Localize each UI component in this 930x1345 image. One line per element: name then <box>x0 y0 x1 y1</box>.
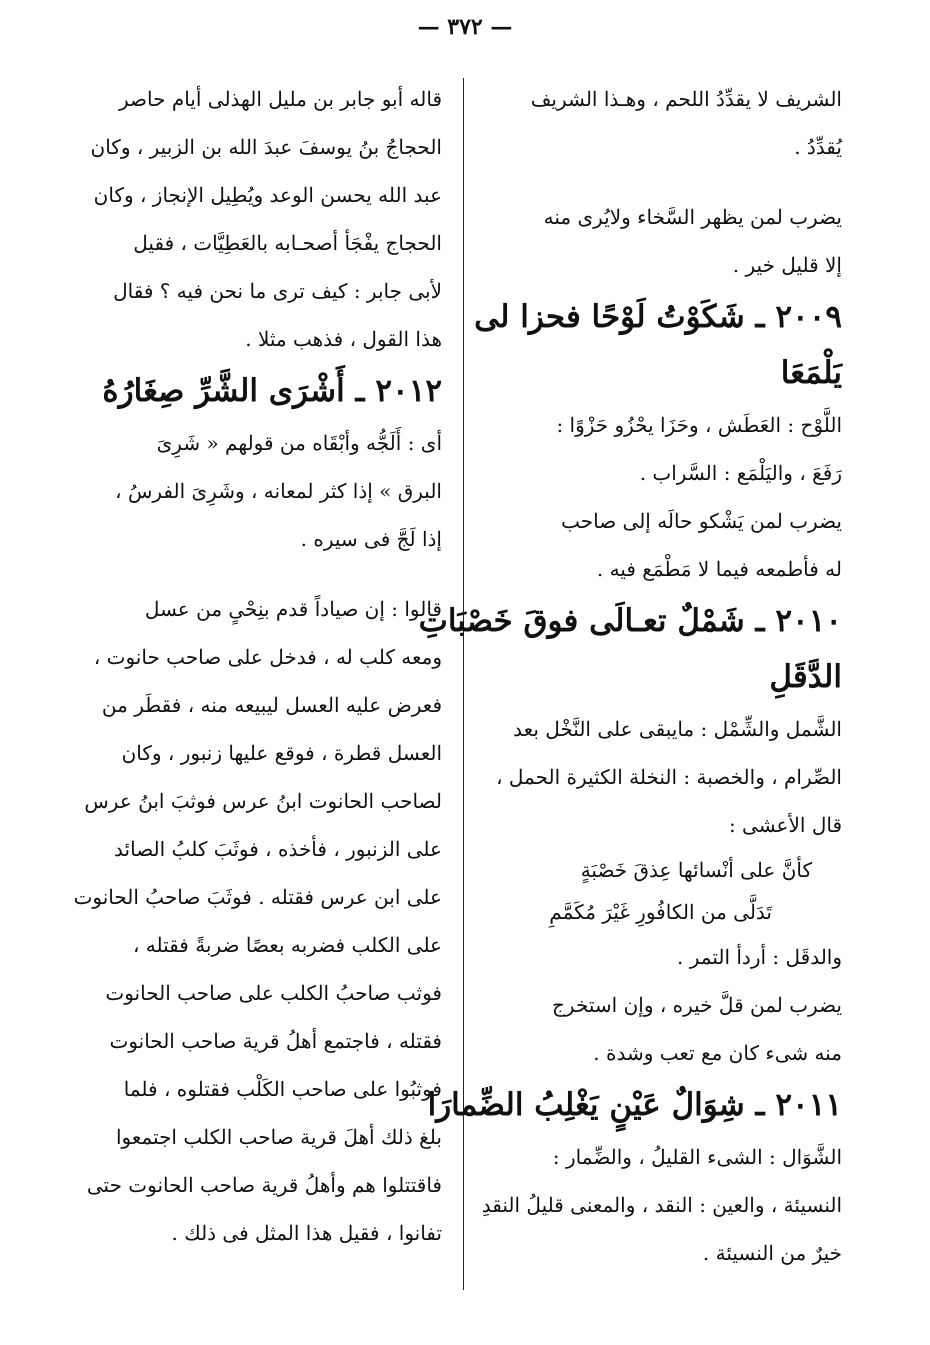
text-line: يضرب لمن يظهر السَّخاء ولايُرى منه <box>543 205 842 229</box>
text-line: فاقتتلوا هم وأهلُ قرية صاحب الحانوت حتى <box>86 1173 442 1197</box>
text-line: والدقَل : أردأ التمر . <box>677 945 842 969</box>
text-line: هذا القول ، فذهب مثلا . <box>245 327 442 351</box>
text-line: قاله أبو جابر بن مليل الهذلى أيام حاصر <box>119 87 442 111</box>
text-line: منه شىء كان مع تعب وشدة . <box>593 1041 842 1065</box>
text-line: له فأطمعه فيما لا مَطْمَع فيه . <box>596 557 842 581</box>
text-line: على الزنبور ، فأخذه ، فوثَبَ كلبُ الصائد <box>114 837 442 861</box>
poetry-verse: تَدَلَّى من الكافُورِ غَيْرَ مُكَمَّمِ <box>549 900 772 924</box>
text-line: الشَّوَال : الشىء القليلُ ، والضِّمار : <box>552 1145 842 1169</box>
left-column <box>73 75 442 1257</box>
right-column <box>418 75 842 1277</box>
text-line: العسل قطرة ، فوقع عليها زنبور ، وكان <box>121 741 442 765</box>
page-number: — ٣٧٢ — <box>417 14 513 40</box>
paragraph-gap <box>486 171 842 193</box>
text-line: لأبى جابر : كيف ترى ما نحن فيه ؟ فقال <box>113 279 442 303</box>
text-line: إذا لَجَّ فى سيره . <box>300 527 442 551</box>
text-line: على الكلب فضربه بعصًا ضربةً فقتله ، <box>132 933 442 957</box>
text-line: إلا قليل خير . <box>732 253 842 277</box>
proverb-heading: ٢٠١٠ ـ شَمْلٌ تعـالَى فوقَ خَصْبَاتِ <box>418 603 842 639</box>
text-line: على ابن عرس فقتله . فوثَبَ صاحبُ الحانوت <box>73 885 442 909</box>
text-line: اللَّوْح : العَطَش ، وحَزَا يحْزُو حَزْوًا : <box>556 413 842 437</box>
text-line: لصاحب الحانوت ابنُ عرس فوثبَ ابنُ عرس <box>84 789 442 813</box>
text-line: فقتله ، فاجتمع أهلُ قرية صاحب الحانوت <box>109 1029 442 1053</box>
text-line: الحجاج يفْجَأ أصحـابه بالعَطِيَّات ، فقيل <box>133 231 442 255</box>
paragraph-gap <box>86 563 442 585</box>
proverb-heading: يَلْمَعَا <box>780 355 842 391</box>
poetry-verse: كأنَّ على أنْسائها عِذقَ خَصْبَةٍ <box>580 858 812 882</box>
proverb-heading: ٢٠٠٩ ـ شَكَوْتُ لَوْحًا فحزا لى <box>474 299 842 335</box>
text-line: رَفَعَ ، واليَلْمَع : السَّراب . <box>639 461 842 485</box>
text-line: يضرب لمن يَشْكو حالَه إلى صاحب <box>561 509 842 533</box>
text-line: الحجاجُ بنُ يوسفَ عبدَ الله بن الزبير ، وكان <box>90 135 442 159</box>
text-line: ومعه كلب له ، فدخل على صاحب حانوت ، <box>93 645 442 669</box>
proverb-heading: ٢٠١١ ـ شِوَالٌ عَيْنٍ يَغْلِبُ الضِّمارَا <box>427 1087 842 1123</box>
text-line: خيرٌ من النسيئة . <box>702 1241 842 1265</box>
text-line: الصِّرام ، والخصبة : النخلة الكثيرة الحمل ، <box>496 765 842 789</box>
text-line: الشَّمل والشِّمْل : مايبقى على النَّخْل بعد <box>513 717 842 741</box>
text-line: أى : أَلَجُّه وأبْقَاه من قولهم « شَرِىَ <box>156 431 442 455</box>
text-line: قال الأعشى : <box>728 813 842 837</box>
text-line: الشريف لا يقدِّدُ اللحم ، وهـذا الشريف <box>530 87 842 111</box>
text-line: يُقدِّدُ . <box>794 135 842 159</box>
text-line: يضرب لمن قلَّ خيره ، وإن استخرج <box>552 993 842 1017</box>
text-line: فوثب صاحبُ الكلب على صاحب الحانوت <box>105 981 442 1005</box>
text-line: قالوا : إن صياداً قدم بنِحْىٍ من عسل <box>144 597 442 621</box>
text-line: تفانوا ، فقيل هذا المثل فى ذلك . <box>171 1221 442 1245</box>
text-line: البرق » إذا كثر لمعانه ، وشَرِىَ الفرسُ ، <box>115 479 442 503</box>
proverb-heading: ٢٠١٢ ـ أَشْرَى الشَّرِّ صِغَارُهُ <box>102 373 442 409</box>
text-line: بلغ ذلك أهلَ قرية صاحب الكلب اجتمعوا <box>115 1125 442 1149</box>
text-line: فوثبُوا على صاحب الكَلْب فقتلوه ، فلما <box>123 1077 442 1101</box>
text-line: عبد الله يحسن الوعد ويُطِيل الإنجاز ، وكان <box>93 183 442 207</box>
proverb-heading: الدَّقَلِ <box>769 659 842 695</box>
text-line: النسيئة ، والعين : النقد ، والمعنى قليلُ النقدِ <box>481 1193 842 1217</box>
text-line: فعرض عليه العسل ليبيعه منه ، فقطَر من <box>101 693 442 717</box>
